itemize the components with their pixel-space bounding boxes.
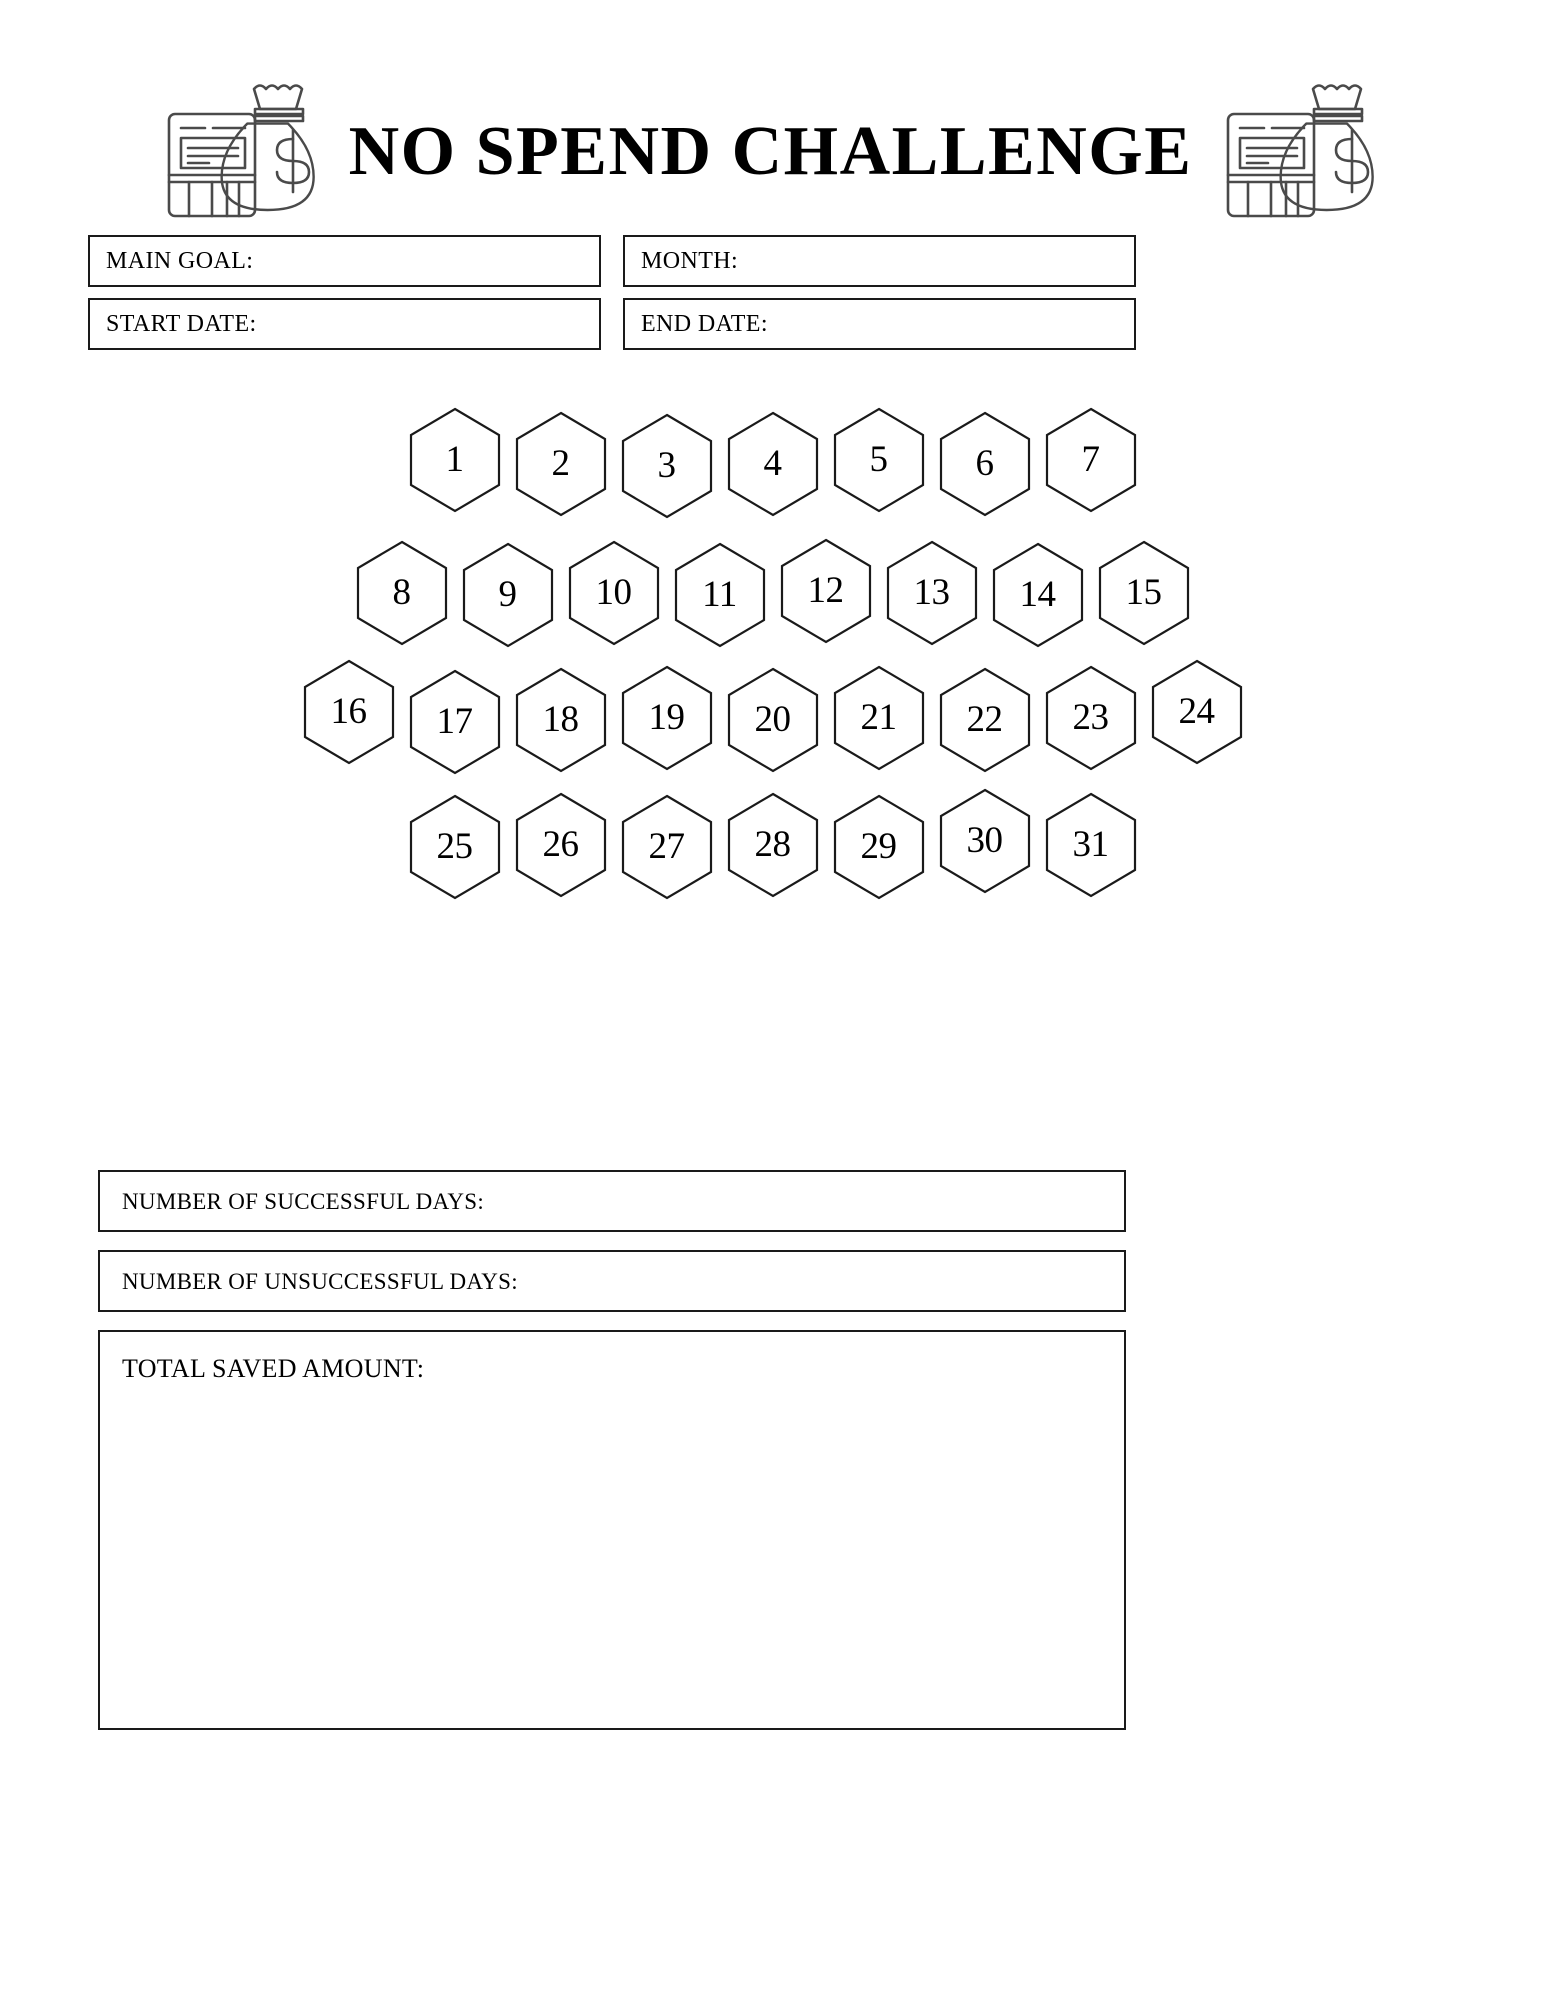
successful-days-label: NUMBER OF SUCCESSFUL DAYS: — [122, 1189, 485, 1214]
day-number: 7 — [1081, 439, 1100, 480]
day-cell-25[interactable] — [405, 792, 505, 902]
field-row-1 — [88, 235, 1136, 287]
field-row-2 — [88, 298, 1136, 350]
day-number: 9 — [498, 574, 517, 615]
end-date-label: END DATE: — [641, 310, 768, 337]
day-cell-15[interactable] — [1094, 538, 1194, 648]
day-number: 1 — [445, 439, 464, 480]
day-cell-21[interactable] — [829, 663, 929, 773]
day-number: 22 — [966, 699, 1003, 740]
day-number: 11 — [702, 574, 737, 615]
start-date-label: START DATE: — [106, 310, 257, 337]
main-goal-field[interactable] — [88, 235, 601, 287]
day-cell-14[interactable] — [988, 540, 1088, 650]
day-cell-7[interactable] — [1041, 405, 1141, 515]
day-number: 31 — [1072, 824, 1109, 865]
day-cell-20[interactable] — [723, 665, 823, 775]
unsuccessful-days-field[interactable] — [98, 1250, 1126, 1312]
money-bag-and-banknote-icon — [159, 72, 327, 232]
top-form-fields — [88, 235, 1136, 361]
day-cell-1[interactable] — [405, 405, 505, 515]
month-field[interactable] — [623, 235, 1136, 287]
money-bag-and-banknote-icon — [1218, 72, 1386, 232]
day-number: 27 — [648, 826, 685, 867]
day-cell-30[interactable] — [935, 786, 1035, 896]
day-number: 21 — [860, 697, 897, 738]
page-header — [0, 72, 1545, 232]
day-number: 2 — [551, 443, 570, 484]
page-title: NO SPEND CHALLENGE — [348, 113, 1193, 190]
day-number: 17 — [436, 701, 473, 742]
day-number: 15 — [1125, 572, 1162, 613]
day-cell-24[interactable] — [1147, 657, 1247, 767]
day-number: 26 — [542, 824, 579, 865]
unsuccessful-days-label: NUMBER OF UNSUCCESSFUL DAYS: — [122, 1269, 518, 1294]
day-number: 14 — [1019, 574, 1056, 615]
day-tracker-grid — [0, 398, 1545, 908]
tracker-row-2 — [0, 525, 1545, 652]
day-cell-6[interactable] — [935, 409, 1035, 519]
day-number: 6 — [975, 443, 994, 484]
day-cell-31[interactable] — [1041, 790, 1141, 900]
day-number: 30 — [966, 820, 1003, 861]
day-number: 23 — [1072, 697, 1109, 738]
day-number: 20 — [754, 699, 791, 740]
day-cell-22[interactable] — [935, 665, 1035, 775]
day-number: 24 — [1178, 691, 1215, 732]
total-saved-amount-field[interactable] — [98, 1330, 1126, 1730]
day-number: 16 — [330, 691, 367, 732]
day-cell-10[interactable] — [564, 538, 664, 648]
day-cell-19[interactable] — [617, 663, 717, 773]
day-cell-2[interactable] — [511, 409, 611, 519]
day-cell-9[interactable] — [458, 540, 558, 650]
day-cell-8[interactable] — [352, 538, 452, 648]
successful-days-field[interactable] — [98, 1170, 1126, 1232]
summary-section — [98, 1170, 1126, 1748]
day-number: 3 — [657, 445, 676, 486]
day-cell-28[interactable] — [723, 790, 823, 900]
day-number: 5 — [869, 439, 888, 480]
day-cell-3[interactable] — [617, 411, 717, 521]
day-cell-26[interactable] — [511, 790, 611, 900]
day-cell-13[interactable] — [882, 538, 982, 648]
day-cell-27[interactable] — [617, 792, 717, 902]
day-cell-4[interactable] — [723, 409, 823, 519]
tracker-row-4 — [0, 779, 1545, 906]
day-cell-11[interactable] — [670, 540, 770, 650]
day-number: 12 — [807, 570, 844, 611]
day-number: 25 — [436, 826, 473, 867]
day-cell-18[interactable] — [511, 665, 611, 775]
main-goal-label: MAIN GOAL: — [106, 247, 254, 274]
month-label: MONTH: — [641, 247, 739, 274]
end-date-field[interactable] — [623, 298, 1136, 350]
day-number: 13 — [913, 572, 950, 613]
day-cell-23[interactable] — [1041, 663, 1141, 773]
day-number: 4 — [763, 443, 782, 484]
tracker-row-3 — [0, 652, 1545, 779]
day-number: 8 — [392, 572, 411, 613]
tracker-row-1 — [0, 398, 1545, 525]
day-number: 18 — [542, 699, 579, 740]
start-date-field[interactable] — [88, 298, 601, 350]
day-number: 28 — [754, 824, 791, 865]
total-saved-amount-label: TOTAL SAVED AMOUNT: — [122, 1354, 425, 1383]
day-cell-16[interactable] — [299, 657, 399, 767]
day-number: 29 — [860, 826, 897, 867]
day-cell-12[interactable] — [776, 536, 876, 646]
day-number: 10 — [595, 572, 632, 613]
day-cell-29[interactable] — [829, 792, 929, 902]
day-number: 19 — [648, 697, 685, 738]
day-cell-5[interactable] — [829, 405, 929, 515]
day-cell-17[interactable] — [405, 667, 505, 777]
